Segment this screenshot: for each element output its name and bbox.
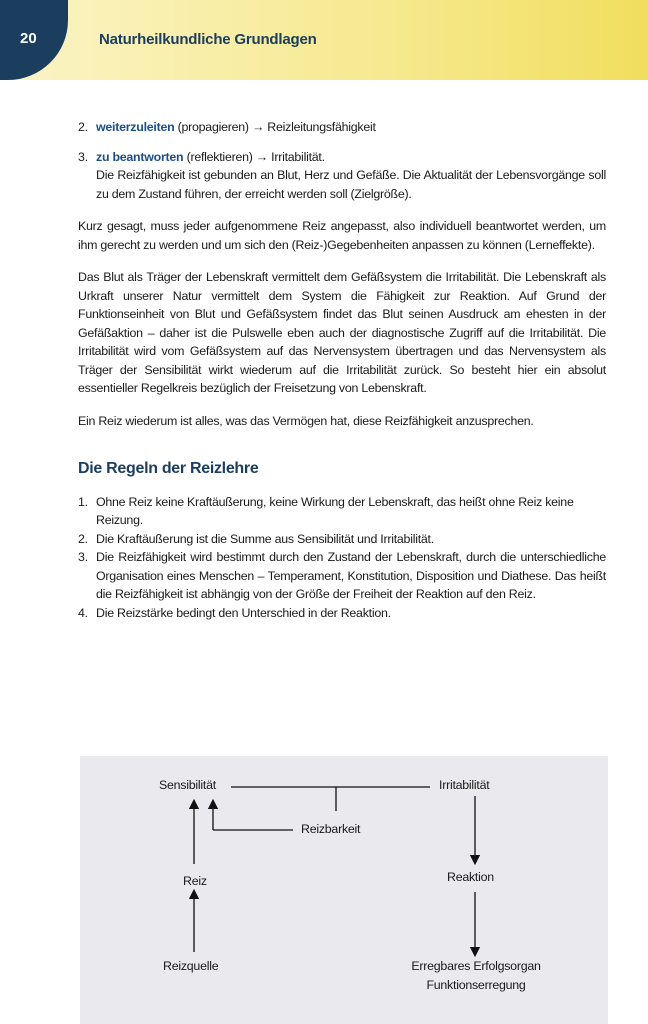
page-number-tab xyxy=(0,0,68,80)
rule-text: Die Kraftäußerung ist die Summe aus Sensibilität und Irritabilität. xyxy=(96,531,434,546)
rule-text: Die Reizfähigkeit wird bestimmt durch den Zustand der Lebenskraft, durch die unterschiedliche Organisation eines Menschen – Temperament, Konstitution, Disposition und Diathese. Das heißt die Reizfähigkeit ist abhängig von der Größe der Freiheit der Reaktion auf den Reiz. xyxy=(96,550,606,601)
rule-number: 3. xyxy=(78,550,88,564)
rule-item-2 xyxy=(78,530,606,549)
rule-number: 1. xyxy=(78,494,88,509)
list-item-2 xyxy=(78,118,606,137)
rule-item-1 xyxy=(78,493,606,530)
list-keyword: weiterzuleiten xyxy=(96,120,175,134)
label-reizbarkeit: Reizbarkeit xyxy=(301,822,361,836)
rule-item-3 xyxy=(78,548,606,604)
list-keyword: zu beantworten xyxy=(96,149,184,164)
label-reiz: Reiz xyxy=(183,874,207,888)
rule-number: 4. xyxy=(78,605,88,620)
page-header xyxy=(0,0,648,80)
section-title: Die Regeln der Reizlehre xyxy=(78,460,259,477)
label-erfolgsorgan: Erregbares Erfolgsorgan xyxy=(411,959,541,973)
list-text: (propagieren) → Reizleitungsfähigkeit xyxy=(174,120,376,134)
paragraph-1: Kurz gesagt, muss jeder aufgenommene Reiz angepasst, also individuell beantwortet werden, um ihm gerecht zu werden und um sich den (Reiz-)Gegebenheiten anpassen zu können (Lerneffekte). xyxy=(78,219,606,252)
rule-item-4 xyxy=(78,604,606,623)
page-number: 20 xyxy=(20,30,37,47)
list-number: 3. xyxy=(78,149,88,164)
rule-text: Die Reizstärke bedingt den Unterschied in der Reaktion. xyxy=(96,605,391,620)
label-reizquelle: Reizquelle xyxy=(163,959,219,973)
label-sensibilitaet: Sensibilität xyxy=(159,778,216,792)
page-body xyxy=(78,118,606,622)
reiz-diagram xyxy=(80,756,608,1024)
paragraph-2: Das Blut als Träger der Lebenskraft vermittelt dem Gefäßsystem die Irritabilität. Die Lebenskraft als Urkraft unserer Natur vermittelt dem System die Fähigkeit zur Reaktion. Auf Grund der Funktionseinheit von Blut und Gefäßsystem findet das Blut seinen Ausdruck am ehesten in der Gefäßaktion – daher ist die Pulswelle eben auch der diagnostische Zugriff auf die Irritabilität. Die Irritabilität wird vom Gefäßsystem auf das Nervensystem übertragen und das Nervensystem als Träger der Sensibilität wirkt wiederum auf die Irritabilität zurück. So besteht hier ein absolut essentieller Regelkreis bezüglich der Freisetzung von Lebenskraft. xyxy=(78,270,606,395)
list-number: 2. xyxy=(78,120,88,134)
label-irritabilitaet: Irritabilität xyxy=(439,778,490,792)
list-item-3 xyxy=(78,148,606,204)
list-text: (reflektieren) → Irritabilität. xyxy=(183,149,325,164)
paragraph-3: Ein Reiz wiederum ist alles, was das Vermögen hat, diese Reizfähigkeit anzusprechen. xyxy=(78,413,534,428)
rule-number: 2. xyxy=(78,531,88,546)
rule-text: Ohne Reiz keine Kraftäußerung, keine Wirkung der Lebenskraft, das heißt ohne Reiz keine Reizung. xyxy=(96,494,574,527)
running-head-title: Naturheilkundliche Grundlagen xyxy=(99,31,317,48)
list-extra-text: Die Reizfähigkeit ist gebunden an Blut, Herz und Gefäße. Die Aktualität der Lebensvorgänge soll zu dem Zustand führen, der erreicht werden soll (Zielgröße). xyxy=(96,168,606,201)
label-reaktion: Reaktion xyxy=(447,870,494,884)
label-funktionserregung: Funktionserregung xyxy=(426,978,526,992)
